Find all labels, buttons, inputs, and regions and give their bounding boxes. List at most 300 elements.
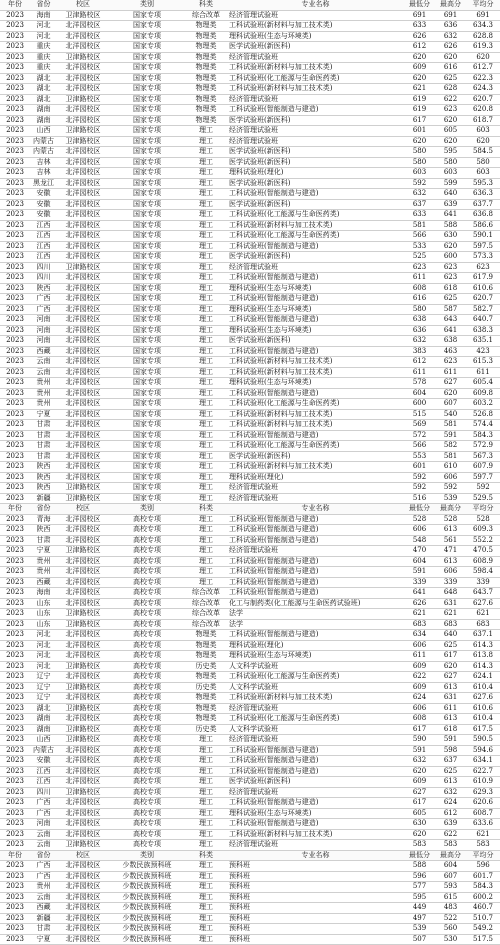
table-row: [0, 724, 500, 735]
table-cell: 预科班: [227, 924, 404, 935]
table-cell: 2023: [0, 157, 30, 168]
table-cell: 理工: [185, 577, 227, 588]
table-cell: 重庆: [30, 52, 57, 63]
table-cell: 北洋园校区: [57, 777, 109, 788]
table-cell: 2023: [0, 724, 30, 735]
table-cell: 陕西: [30, 472, 57, 483]
table-cell: 2023: [0, 388, 30, 399]
table-cell: 584.3: [466, 882, 500, 893]
table-cell: 610.4: [466, 714, 500, 725]
table-row: [0, 819, 500, 830]
table-cell: 工科试验班(智能制造与建造): [227, 577, 404, 588]
table-cell: 2023: [0, 126, 30, 137]
table-cell: 江西: [30, 252, 57, 263]
table-cell: 河北: [30, 31, 57, 42]
table-cell: 理工: [185, 325, 227, 336]
table-cell: 北洋园校区: [57, 672, 109, 683]
table-cell: 630: [435, 231, 466, 242]
table-cell: 工科试验班(智能制造与建造): [227, 525, 404, 536]
table-row: [0, 42, 500, 53]
table-cell: 国家专项: [109, 346, 185, 357]
table-cell: 2023: [0, 462, 30, 473]
table-cell: 691: [404, 10, 435, 21]
table-cell: 581: [435, 420, 466, 431]
table-cell: 2023: [0, 31, 30, 42]
table-cell: 613: [435, 525, 466, 536]
table-cell: 高校专项: [109, 567, 185, 578]
table-cell: 483: [435, 903, 466, 914]
table-cell: 2023: [0, 52, 30, 63]
table-cell: 2023: [0, 10, 30, 21]
table-cell: 北洋园校区: [57, 934, 109, 945]
table-row: [0, 52, 500, 63]
table-cell: 理科试验班(生态与环境类): [227, 378, 404, 389]
table-cell: 620: [435, 241, 466, 252]
table-cell: 国家专项: [109, 430, 185, 441]
table-cell: 613.8: [466, 651, 500, 662]
table-cell: 566: [404, 441, 435, 452]
table-cell: 2023: [0, 409, 30, 420]
table-cell: 卫津路校区: [57, 52, 109, 63]
table-cell: 物理类: [185, 714, 227, 725]
table-cell: 物理类: [185, 105, 227, 116]
table-cell: 613: [435, 714, 466, 725]
table-cell: 621: [435, 609, 466, 620]
table-cell: 理工: [185, 546, 227, 557]
table-cell: 高校专项: [109, 525, 185, 536]
table-cell: 620.8: [466, 105, 500, 116]
table-cell: 635.1: [466, 336, 500, 347]
table-cell: 国家专项: [109, 472, 185, 483]
table-row: [0, 168, 500, 179]
table-cell: 河南: [30, 819, 57, 830]
table-cell: 北洋园校区: [57, 388, 109, 399]
table-cell: 2023: [0, 199, 30, 210]
table-cell: 608: [404, 283, 435, 294]
table-cell: 国家专项: [109, 210, 185, 221]
table-cell: 北洋园校区: [57, 325, 109, 336]
table-cell: 634.3: [466, 21, 500, 32]
table-cell: 515: [404, 409, 435, 420]
table-cell: 国家专项: [109, 189, 185, 200]
table-cell: 572.9: [466, 441, 500, 452]
table-cell: 2023: [0, 420, 30, 431]
table-cell: 620.6: [466, 798, 500, 809]
table-cell: 2023: [0, 262, 30, 273]
table-row: [0, 514, 500, 525]
table-row: [0, 73, 500, 84]
table-cell: 2023: [0, 892, 30, 903]
table-cell: 691: [466, 10, 500, 21]
table-cell: 高校专项: [109, 840, 185, 851]
table-cell: 2023: [0, 273, 30, 284]
table-cell: 理科试验班(生态与环境类): [227, 31, 404, 42]
table-cell: 人文科学试验班: [227, 724, 404, 735]
table-cell: 甘肃: [30, 441, 57, 452]
table-cell: 陕西: [30, 283, 57, 294]
table-cell: 596: [466, 861, 500, 872]
table-row: [0, 483, 500, 494]
table-cell: 638: [404, 315, 435, 326]
table-cell: 历史类: [185, 661, 227, 672]
table-cell: 工科试验班(新材料与加工技术类): [227, 462, 404, 473]
table-cell: 陕西: [30, 462, 57, 473]
table-cell: 医学试验班(新医科): [227, 178, 404, 189]
table-cell: 云南: [30, 829, 57, 840]
table-cell: 593: [435, 882, 466, 893]
table-row: [0, 525, 500, 536]
table-cell: 637: [404, 199, 435, 210]
table-cell: 北洋园校区: [57, 525, 109, 536]
table-cell: 工科试验班(智能制造与建造): [227, 567, 404, 578]
table-cell: 北洋园校区: [57, 315, 109, 326]
table-cell: 2023: [0, 598, 30, 609]
table-cell: 理工: [185, 514, 227, 525]
column-header: 年份: [0, 850, 30, 861]
table-cell: 610.6: [466, 283, 500, 294]
table-cell: 605: [404, 808, 435, 819]
table-row: [0, 472, 500, 483]
table-cell: 638: [435, 336, 466, 347]
table-cell: 2023: [0, 357, 30, 368]
table-cell: 工科试验班(化工能源与生命医药类): [227, 231, 404, 242]
table-cell: 北洋园校区: [57, 567, 109, 578]
table-cell: 重庆: [30, 63, 57, 74]
table-cell: 物理类: [185, 651, 227, 662]
table-cell: 2023: [0, 630, 30, 641]
table-cell: 591: [404, 745, 435, 756]
table-cell: 617: [404, 115, 435, 126]
table-cell: 620: [466, 136, 500, 147]
table-cell: 理工: [185, 231, 227, 242]
table-cell: 北洋园校区: [57, 157, 109, 168]
column-header: 科类: [185, 0, 227, 10]
table-row: [0, 10, 500, 21]
table-cell: 北洋园校区: [57, 714, 109, 725]
table-cell: 460.7: [466, 903, 500, 914]
table-row: [0, 829, 500, 840]
table-cell: 609: [404, 777, 435, 788]
table-row: [0, 892, 500, 903]
table-cell: 法学: [227, 609, 404, 620]
table-cell: 理工: [185, 220, 227, 231]
table-cell: 国家专项: [109, 493, 185, 504]
table-row: [0, 304, 500, 315]
table-cell: 611: [404, 273, 435, 284]
table-cell: 600: [404, 399, 435, 410]
table-cell: 622: [435, 94, 466, 105]
table-cell: 北洋园校区: [57, 31, 109, 42]
table-cell: 湖南: [30, 714, 57, 725]
table-cell: 高校专项: [109, 609, 185, 620]
table-cell: 北洋园校区: [57, 462, 109, 473]
table-cell: 577: [404, 882, 435, 893]
table-cell: 陕西: [30, 483, 57, 494]
table-cell: 物理类: [185, 115, 227, 126]
table-cell: 611: [435, 367, 466, 378]
table-row: [0, 241, 500, 252]
table-cell: 卫津路校区: [57, 682, 109, 693]
table-cell: 607: [435, 399, 466, 410]
table-cell: 612: [404, 42, 435, 53]
table-cell: 2023: [0, 147, 30, 158]
table-cell: 625: [435, 294, 466, 305]
table-cell: 2023: [0, 63, 30, 74]
table-cell: 584.3: [466, 430, 500, 441]
table-cell: 2023: [0, 241, 30, 252]
table-cell: 国家专项: [109, 304, 185, 315]
table-cell: 理工: [185, 483, 227, 494]
table-cell: 高校专项: [109, 577, 185, 588]
table-cell: 583: [435, 840, 466, 851]
column-header: 省份: [30, 850, 57, 861]
table-cell: 理工: [185, 420, 227, 431]
table-cell: 2023: [0, 378, 30, 389]
table-cell: 北洋园校区: [57, 105, 109, 116]
table-cell: 621: [404, 609, 435, 620]
table-cell: 理工: [185, 210, 227, 221]
column-header: 专业名称: [227, 504, 404, 515]
table-cell: 湖北: [30, 94, 57, 105]
table-cell: 北洋园校区: [57, 514, 109, 525]
table-cell: 522: [435, 913, 466, 924]
table-cell: 理工: [185, 556, 227, 567]
table-cell: 617.9: [466, 273, 500, 284]
table-cell: 592: [404, 483, 435, 494]
table-row: [0, 924, 500, 935]
table-cell: 592: [435, 483, 466, 494]
table-cell: 591: [404, 567, 435, 578]
table-cell: 卫津路校区: [57, 136, 109, 147]
table-cell: 工科试验班(智能制造与建造): [227, 819, 404, 830]
table-cell: 物理类: [185, 84, 227, 95]
table-cell: 高校专项: [109, 672, 185, 683]
table-cell: 北洋园校区: [57, 924, 109, 935]
column-header: 平均分: [466, 850, 500, 861]
column-header: 年份: [0, 0, 30, 10]
table-cell: 620.7: [466, 294, 500, 305]
table-cell: 2023: [0, 735, 30, 746]
table-cell: 2023: [0, 882, 30, 893]
table-cell: 物理类: [185, 693, 227, 704]
table-cell: 山西: [30, 126, 57, 137]
table-cell: 619: [404, 105, 435, 116]
table-cell: 预科班: [227, 934, 404, 945]
table-cell: 2023: [0, 94, 30, 105]
table-cell: 2023: [0, 714, 30, 725]
table-cell: 国家专项: [109, 126, 185, 137]
table-cell: 理工: [185, 472, 227, 483]
table-cell: 宁夏: [30, 546, 57, 557]
table-cell: 工科试验班(新材料与加工技术类): [227, 357, 404, 368]
table-cell: 理工: [185, 441, 227, 452]
table-row: [0, 31, 500, 42]
table-cell: 560: [435, 924, 466, 935]
table-row: [0, 619, 500, 630]
table-cell: 2023: [0, 346, 30, 357]
table-cell: 贵州: [30, 556, 57, 567]
table-cell: 高校专项: [109, 819, 185, 830]
table-cell: 北洋园校区: [57, 913, 109, 924]
table-cell: 工科试验班(智能制造与建造): [227, 535, 404, 546]
table-cell: 国家专项: [109, 178, 185, 189]
table-cell: 卫津路校区: [57, 840, 109, 851]
table-cell: 590: [404, 735, 435, 746]
table-cell: 综合改革: [185, 609, 227, 620]
table-cell: 贵州: [30, 882, 57, 893]
table-row: [0, 115, 500, 126]
table-cell: 工科试验班(新材料与加工技术类): [227, 21, 404, 32]
table-cell: 理工: [185, 294, 227, 305]
table-cell: 经济管理试验班: [227, 840, 404, 851]
table-cell: 甘肃: [30, 535, 57, 546]
table-cell: 609.8: [466, 388, 500, 399]
table-cell: 预科班: [227, 871, 404, 882]
table-cell: 580: [404, 147, 435, 158]
table-cell: 640: [435, 189, 466, 200]
table-cell: 医学试验班(新医科): [227, 147, 404, 158]
table-cell: 辽宁: [30, 682, 57, 693]
table-cell: 2023: [0, 178, 30, 189]
table-row: [0, 672, 500, 683]
table-cell: 北洋园校区: [57, 21, 109, 32]
table-row: [0, 63, 500, 74]
table-cell: 高校专项: [109, 598, 185, 609]
table-cell: 641: [435, 210, 466, 221]
table-cell: 603: [435, 168, 466, 179]
table-cell: 617.5: [466, 724, 500, 735]
table-cell: 卫津路校区: [57, 661, 109, 672]
table-cell: 理工: [185, 871, 227, 882]
table-cell: 湖南: [30, 724, 57, 735]
table-cell: 工科试验班(智能制造与建造): [227, 514, 404, 525]
table-cell: 2023: [0, 829, 30, 840]
table-row: [0, 651, 500, 662]
table-cell: 河南: [30, 315, 57, 326]
table-cell: 601.7: [466, 871, 500, 882]
table-cell: 470.5: [466, 546, 500, 557]
table-cell: 510.7: [466, 913, 500, 924]
table-cell: 620: [404, 766, 435, 777]
table-cell: 高校专项: [109, 556, 185, 567]
table-cell: 572: [404, 430, 435, 441]
column-header: 校区: [57, 0, 109, 10]
table-cell: 2023: [0, 325, 30, 336]
table-cell: 理工: [185, 367, 227, 378]
table-cell: 637.7: [466, 199, 500, 210]
table-cell: 北洋园校区: [57, 745, 109, 756]
table-cell: 611: [466, 367, 500, 378]
table-row: [0, 294, 500, 305]
table-cell: 622: [404, 672, 435, 683]
table-cell: 工科试验班(化工能源与生命医药类): [227, 210, 404, 221]
table-cell: 少数民族预科班: [109, 882, 185, 893]
table-cell: 611: [404, 651, 435, 662]
column-header: 类别: [109, 850, 185, 861]
table-cell: 北洋园校区: [57, 598, 109, 609]
table-cell: 理工: [185, 535, 227, 546]
table-cell: 2023: [0, 399, 30, 410]
table-cell: 580: [404, 157, 435, 168]
table-cell: 609: [404, 682, 435, 693]
table-cell: 工科试验班(智能制造与建造): [227, 273, 404, 284]
table-cell: 海南: [30, 588, 57, 599]
table-cell: 北洋园校区: [57, 420, 109, 431]
table-cell: 620: [435, 115, 466, 126]
table-cell: 574.4: [466, 420, 500, 431]
column-header: 平均分: [466, 504, 500, 515]
table-cell: 理科试验班(生态与环境类): [227, 283, 404, 294]
table-row: [0, 409, 500, 420]
table-cell: 683: [466, 619, 500, 630]
column-header: 省份: [30, 504, 57, 515]
table-cell: 国家专项: [109, 388, 185, 399]
table-row: [0, 430, 500, 441]
table-cell: 2023: [0, 924, 30, 935]
table-cell: 广西: [30, 304, 57, 315]
table-row: [0, 231, 500, 242]
table-cell: 综合改革: [185, 619, 227, 630]
table-cell: 北洋园校区: [57, 231, 109, 242]
table-cell: 国家专项: [109, 462, 185, 473]
table-cell: 640: [435, 630, 466, 641]
table-cell: 517.5: [466, 934, 500, 945]
table-cell: 620: [404, 73, 435, 84]
table-cell: 648: [435, 588, 466, 599]
table-cell: 623: [404, 262, 435, 273]
table-row: [0, 420, 500, 431]
table-cell: 北洋园校区: [57, 882, 109, 893]
table-cell: 理工: [185, 892, 227, 903]
table-cell: 云南: [30, 367, 57, 378]
table-cell: 463: [435, 346, 466, 357]
table-cell: 化工与制药类(化工能源与生命医药试验班): [227, 598, 404, 609]
table-cell: 2023: [0, 766, 30, 777]
table-cell: 2023: [0, 577, 30, 588]
table-row: [0, 766, 500, 777]
table-cell: 宁夏: [30, 934, 57, 945]
table-cell: 理工: [185, 336, 227, 347]
table-cell: 632: [404, 189, 435, 200]
table-cell: 理工: [185, 735, 227, 746]
table-cell: 2023: [0, 693, 30, 704]
column-header: 科类: [185, 504, 227, 515]
table-cell: 理工: [185, 766, 227, 777]
table-row: [0, 126, 500, 137]
table-cell: 国家专项: [109, 168, 185, 179]
table-cell: 内蒙古: [30, 136, 57, 147]
table-cell: 2023: [0, 336, 30, 347]
table-cell: 628.8: [466, 31, 500, 42]
table-cell: 陕西: [30, 525, 57, 536]
table-cell: 636.3: [466, 189, 500, 200]
table-cell: 578: [404, 378, 435, 389]
table-cell: 533: [404, 241, 435, 252]
column-header: 类别: [109, 504, 185, 515]
table-cell: 643.7: [466, 588, 500, 599]
table-cell: 629.3: [466, 787, 500, 798]
table-cell: 西藏: [30, 903, 57, 914]
table-cell: 北洋园校区: [57, 283, 109, 294]
table-cell: 580: [435, 157, 466, 168]
table-cell: 高校专项: [109, 640, 185, 651]
table-row: [0, 346, 500, 357]
table-cell: 620: [466, 52, 500, 63]
table-cell: 633: [404, 21, 435, 32]
table-cell: 526.8: [466, 409, 500, 420]
table-cell: 经济管理试验班: [227, 493, 404, 504]
table-cell: 北洋园校区: [57, 808, 109, 819]
